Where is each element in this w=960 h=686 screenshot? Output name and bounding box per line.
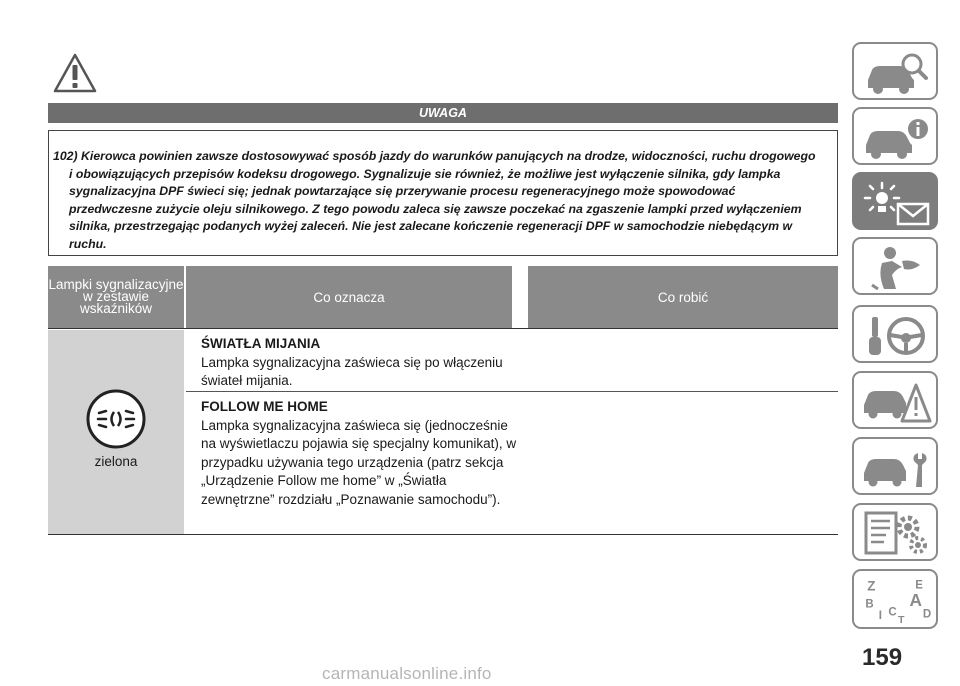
- car-wrench-icon: [862, 445, 932, 491]
- car-info-icon: [862, 115, 932, 161]
- warning-box: [48, 130, 838, 256]
- entry-title: FOLLOW ME HOME: [201, 399, 328, 414]
- car-search-icon: [862, 50, 932, 96]
- row-divider: [186, 391, 838, 392]
- tab-technical-data[interactable]: [852, 503, 938, 561]
- tab-car-info[interactable]: [852, 107, 938, 165]
- car-warning-triangle-icon: [862, 379, 932, 425]
- svg-text:I: I: [878, 610, 882, 623]
- page-number: 159: [862, 644, 903, 671]
- warning-text: 102) Kierowca powinien zawsze dostosowywać sposób jazdy do warunków panujących na drodze, widoczności, ruchu drogowego i obowiązujących przepisów kodeksu drogowego. Sygnalizuje sie również, że możliwe jest wyłączenie silnika, gdy lampka sygnalizacyjna DPF świeci się; jednak powtarzające się przerywanie procesu regeneracyjnego może spowodować przedwczesne zużycie oleju silnikowego. Z tego powodu zaleca się zawsze poczekać na zgaszenie lampki przed wyłączeniem silnika, przestrzegając podanych wyżej zaleceń. Nie jest zalecane kończenie regeneracji DPF w samochodzie niebędącym w ruchu.: [53, 149, 816, 251]
- tab-car-search[interactable]: [852, 42, 938, 100]
- checklist-gears-icon: [862, 511, 932, 557]
- alphabet-index-icon: [862, 577, 932, 623]
- svg-text:D: D: [922, 608, 932, 621]
- svg-text:C: C: [888, 606, 897, 619]
- warning-triangle-icon: [52, 52, 98, 94]
- entry-follow-me-home: [201, 398, 521, 509]
- svg-text:A: A: [909, 589, 922, 610]
- svg-text:T: T: [897, 614, 905, 623]
- svg-text:E: E: [915, 579, 923, 592]
- warning-heading: UWAGA: [48, 103, 838, 123]
- lamp-cell: [48, 330, 184, 534]
- tab-servicing[interactable]: [852, 437, 938, 495]
- tab-index[interactable]: [852, 569, 938, 629]
- header-action: Co robić: [528, 266, 838, 328]
- svg-text:B: B: [865, 598, 874, 611]
- header-lamps: Lampki sygnalizacyjne w zestawie wskaźników: [48, 266, 184, 328]
- lamp-color-label: zielona: [94, 454, 138, 469]
- header-meaning: Co oznacza: [186, 266, 512, 328]
- entry-title: ŚWIATŁA MIJANIA: [201, 336, 321, 351]
- entry-low-beam: [201, 335, 521, 391]
- steering-wheel-key-icon: [862, 313, 932, 359]
- tab-warning-lamps[interactable]: [852, 172, 938, 230]
- seat-airbag-icon: [862, 245, 932, 291]
- tab-starting-driving[interactable]: [852, 305, 938, 363]
- table-bottom-rule: [48, 534, 838, 535]
- svg-text:Z: Z: [867, 578, 876, 594]
- watermark: carmanualsonline.info: [322, 664, 492, 683]
- header-rule: [48, 328, 838, 329]
- low-beam-lamp-icon: [85, 388, 147, 450]
- tab-emergency[interactable]: [852, 371, 938, 429]
- entry-text: Lampka sygnalizacyjna zaświeca się (jednocześnie na wyświetlaczu pojawia się specjalny komunikat), w przypadku używania tego urządzenia (patrz sekcja „Urządzenie Follow me home” w „Światła zewnętrzne” rozdziału „Poznawanie samochodu”).: [201, 417, 517, 507]
- tab-safety[interactable]: [852, 237, 938, 295]
- warning-lamp-message-icon: [862, 180, 932, 226]
- entry-text: Lampka sygnalizacyjna zaświeca się po włączeniu świateł mijania.: [201, 354, 503, 388]
